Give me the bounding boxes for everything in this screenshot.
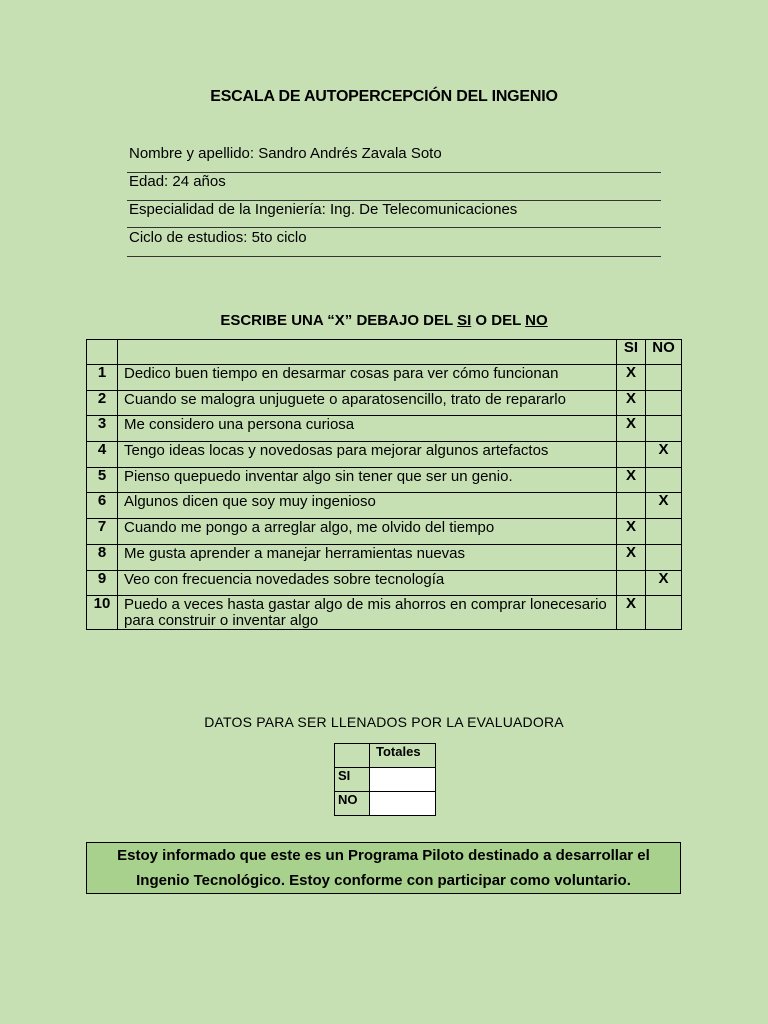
- row-question: Algunos dicen que soy muy ingenioso: [118, 493, 617, 519]
- instructions-part1: ESCRIBE UNA “X” DEBAJO DEL: [220, 312, 458, 329]
- row-number: 5: [87, 467, 118, 493]
- instructions: [0, 312, 768, 329]
- table-row: [87, 442, 682, 468]
- info-name: Nombre y apellido: Sandro Andrés Zavala Soto: [127, 145, 661, 173]
- row-si-mark[interactable]: X: [617, 519, 646, 545]
- row-si-mark[interactable]: [617, 442, 646, 468]
- row-si-mark[interactable]: X: [617, 596, 646, 630]
- totals-no-row: [335, 792, 436, 816]
- row-number: 7: [87, 519, 118, 545]
- totals-si-label: SI: [335, 768, 370, 792]
- row-number: 1: [87, 365, 118, 391]
- table-header-row: [87, 340, 682, 365]
- header-no: NO: [646, 340, 682, 365]
- table-row: [87, 493, 682, 519]
- questionnaire-table: [86, 339, 682, 630]
- row-no-mark[interactable]: [646, 390, 682, 416]
- instructions-no: NO: [525, 312, 548, 329]
- table-row: [87, 467, 682, 493]
- totals-no-label: NO: [335, 792, 370, 816]
- totals-header: Totales: [370, 744, 436, 768]
- row-number: 8: [87, 544, 118, 570]
- info-specialty: Especialidad de la Ingeniería: Ing. De Telecomunicaciones: [127, 201, 661, 228]
- evaluator-title: DATOS PARA SER LLENADOS POR LA EVALUADORA: [204, 714, 564, 730]
- table-row: [87, 365, 682, 391]
- instructions-si: SI: [457, 312, 472, 329]
- row-number: 3: [87, 416, 118, 442]
- row-si-mark[interactable]: X: [617, 544, 646, 570]
- row-si-mark[interactable]: [617, 493, 646, 519]
- totals-no-value[interactable]: [370, 792, 436, 816]
- totals-corner-cell: [335, 744, 370, 768]
- row-question: Tengo ideas locas y novedosas para mejorar algunos artefactos: [118, 442, 617, 468]
- row-question: Cuando me pongo a arreglar algo, me olvido del tiempo: [118, 519, 617, 545]
- row-no-mark[interactable]: [646, 467, 682, 493]
- row-si-mark[interactable]: X: [617, 390, 646, 416]
- totals-si-row: [335, 768, 436, 792]
- row-number: 10: [87, 596, 118, 630]
- row-no-mark[interactable]: X: [646, 493, 682, 519]
- row-question: Puedo a veces hasta gastar algo de mis ahorros en comprar lonecesario para construir o inventar algo: [118, 596, 617, 630]
- table-row: [87, 596, 682, 630]
- header-question-cell: [118, 340, 617, 365]
- row-question: Dedico buen tiempo en desarmar cosas para ver cómo funcionan: [118, 365, 617, 391]
- table-row: [87, 390, 682, 416]
- totals-si-value[interactable]: [370, 768, 436, 792]
- totals-table: [334, 743, 436, 816]
- row-no-mark[interactable]: X: [646, 570, 682, 596]
- page-title: ESCALA DE AUTOPERCEPCIÓN DEL INGENIO: [210, 88, 558, 105]
- consent-line-1: Estoy informado que este es un Programa Piloto destinado a desarrollar el: [117, 847, 650, 864]
- consent-line-2: Ingenio Tecnológico. Estoy conforme con participar como voluntario.: [136, 872, 631, 889]
- row-number: 6: [87, 493, 118, 519]
- instructions-part2: O DEL: [471, 312, 526, 329]
- row-no-mark[interactable]: X: [646, 442, 682, 468]
- row-number: 4: [87, 442, 118, 468]
- row-no-mark[interactable]: [646, 596, 682, 630]
- consent-note: [86, 842, 681, 894]
- row-question: Pienso quepuedo inventar algo sin tener que ser un genio.: [118, 467, 617, 493]
- row-no-mark[interactable]: [646, 416, 682, 442]
- table-row: [87, 570, 682, 596]
- row-no-mark[interactable]: [646, 544, 682, 570]
- row-no-mark[interactable]: [646, 519, 682, 545]
- row-no-mark[interactable]: [646, 365, 682, 391]
- totals-header-row: [335, 744, 436, 768]
- row-number: 2: [87, 390, 118, 416]
- header-num-cell: [87, 340, 118, 365]
- row-question: Me gusta aprender a manejar herramientas nuevas: [118, 544, 617, 570]
- row-question: Me considero una persona curiosa: [118, 416, 617, 442]
- row-question: Veo con frecuencia novedades sobre tecnología: [118, 570, 617, 596]
- table-row: [87, 416, 682, 442]
- row-number: 9: [87, 570, 118, 596]
- row-si-mark[interactable]: X: [617, 416, 646, 442]
- row-si-mark[interactable]: X: [617, 467, 646, 493]
- table-row: [87, 544, 682, 570]
- header-si: SI: [617, 340, 646, 365]
- info-cycle: Ciclo de estudios: 5to ciclo: [127, 229, 661, 257]
- row-question: Cuando se malogra unjuguete o aparatosencillo, trato de repararlo: [118, 390, 617, 416]
- row-si-mark[interactable]: X: [617, 365, 646, 391]
- row-si-mark[interactable]: [617, 570, 646, 596]
- info-age: Edad: 24 años: [127, 173, 661, 201]
- table-row: [87, 519, 682, 545]
